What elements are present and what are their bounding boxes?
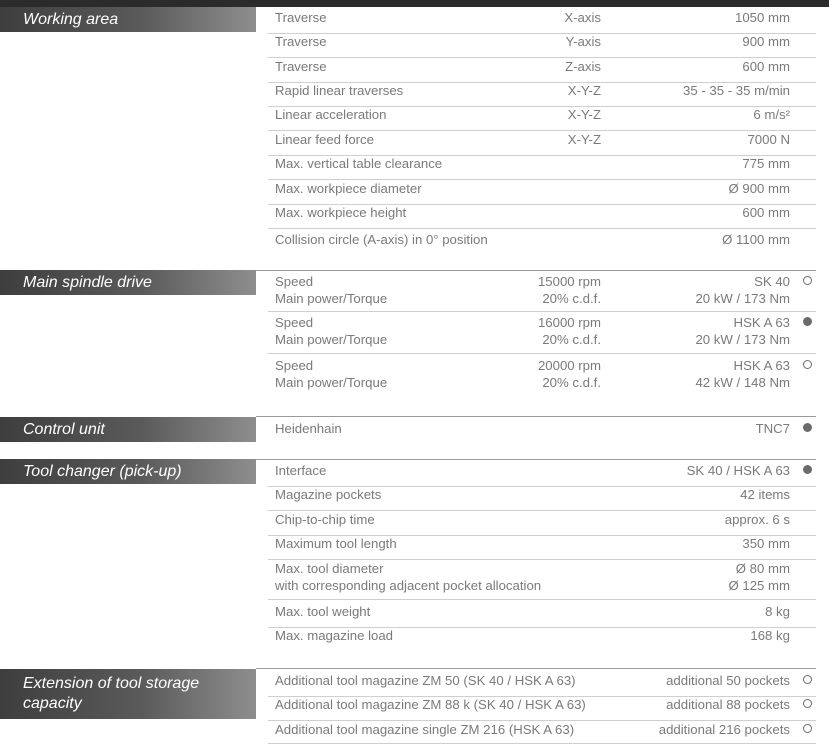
row-value: 1050 mm — [735, 10, 790, 25]
section-title: Working area — [23, 10, 119, 28]
row-value: 168 kg — [750, 628, 790, 643]
table-row — [268, 561, 816, 600]
row-axis: X-Y-Z — [567, 107, 601, 122]
row-label: with corresponding adjacent pocket allocation — [275, 578, 542, 593]
row-label: Main power/Torque — [275, 291, 388, 306]
section-header-working-area — [0, 7, 256, 32]
row-axis: Z-axis — [565, 59, 601, 74]
row-label: Rapid linear traverses — [275, 83, 404, 98]
row-value: 350 mm — [742, 536, 790, 551]
table-row — [268, 132, 816, 156]
row-value: Ø 900 mm — [728, 181, 790, 196]
row-value: 775 mm — [742, 156, 790, 171]
table-row — [268, 59, 816, 83]
row-value: SK 40 — [754, 274, 790, 289]
row-label: Max. workpiece diameter — [275, 181, 422, 196]
row-label: Max. tool weight — [275, 604, 371, 619]
table-row — [268, 274, 816, 312]
row-label: Linear feed force — [275, 132, 374, 147]
row-label: Main power/Torque — [275, 332, 388, 347]
row-label: Max. magazine load — [275, 628, 394, 643]
table-row — [268, 487, 816, 511]
table-row — [268, 10, 816, 34]
row-axis: X-axis — [564, 10, 601, 25]
table-row — [268, 628, 816, 652]
section-title: Tool changer (pick-up) — [23, 462, 182, 480]
row-label: Max. workpiece height — [275, 205, 407, 220]
section-header-control-unit — [0, 417, 256, 442]
section-title-line1: Extension of tool storage — [23, 675, 200, 692]
table-row — [268, 232, 816, 256]
table-row — [268, 673, 816, 697]
row-mid: 16000 rpm — [537, 315, 601, 330]
row-label: Heidenhain — [275, 421, 342, 436]
row-value: Ø 1100 mm — [722, 232, 790, 247]
row-value: 600 mm — [742, 205, 790, 220]
row-value: 42 items — [740, 487, 790, 502]
standard-marker-icon — [803, 423, 812, 432]
table-row — [268, 315, 816, 354]
row-value: HSK A 63 — [733, 315, 790, 330]
top-bar — [0, 0, 829, 7]
row-label: Traverse — [275, 59, 327, 74]
row-mid: 20% c.d.f. — [542, 375, 601, 390]
section-title-line2: capacity — [23, 695, 82, 712]
row-axis: X-Y-Z — [567, 83, 601, 98]
row-value: Ø 80 mm — [735, 561, 790, 576]
row-value: 42 kW / 148 Nm — [695, 375, 790, 390]
row-mid: 20% c.d.f. — [542, 332, 601, 347]
row-value: 20 kW / 173 Nm — [695, 332, 790, 347]
row-value: 35 - 35 - 35 m/min — [682, 83, 790, 98]
optional-marker-icon — [803, 724, 812, 733]
table-row — [268, 604, 816, 628]
row-value: additional 50 pockets — [666, 673, 790, 688]
row-value: HSK A 63 — [733, 358, 790, 373]
row-value: 7000 N — [747, 132, 790, 147]
row-value: 6 m/s² — [753, 107, 790, 122]
table-row — [268, 536, 816, 560]
row-axis: X-Y-Z — [567, 132, 601, 147]
row-value: Ø 125 mm — [728, 578, 790, 593]
row-mid: 15000 rpm — [537, 274, 601, 289]
row-label: Speed — [275, 274, 314, 289]
row-label: Linear acceleration — [275, 107, 387, 122]
row-label: Speed — [275, 315, 314, 330]
row-value: 8 kg — [765, 604, 790, 619]
optional-marker-icon — [803, 699, 812, 708]
row-mid: 20% c.d.f. — [542, 291, 601, 306]
section-divider — [256, 668, 816, 669]
standard-marker-icon — [803, 317, 812, 326]
row-label: Speed — [275, 358, 314, 373]
row-value: SK 40 / HSK A 63 — [686, 463, 790, 478]
table-row — [268, 205, 816, 229]
section-title: Main spindle drive — [23, 273, 152, 291]
row-value: additional 88 pockets — [666, 697, 790, 712]
row-label: Traverse — [275, 34, 327, 49]
row-label: Max. tool diameter — [275, 561, 384, 576]
row-label: Main power/Torque — [275, 375, 388, 390]
table-row — [268, 107, 816, 131]
row-value: TNC7 — [755, 421, 790, 436]
row-label: Chip-to-chip time — [275, 512, 375, 527]
row-value: 600 mm — [742, 59, 790, 74]
row-label: Collision circle (A-axis) in 0° position — [275, 232, 488, 247]
section-header-tool-changer — [0, 459, 256, 484]
table-row — [268, 512, 816, 536]
section-divider — [256, 416, 816, 417]
section-title: Control unit — [23, 420, 105, 438]
row-label: Interface — [275, 463, 327, 478]
row-label: Max. vertical table clearance — [275, 156, 443, 171]
row-axis: Y-axis — [565, 34, 601, 49]
table-row — [268, 156, 816, 180]
section-divider — [256, 459, 816, 460]
section-header-extension — [0, 669, 256, 719]
row-value: 900 mm — [742, 34, 790, 49]
row-value: 20 kW / 173 Nm — [695, 291, 790, 306]
row-label: Additional tool magazine single ZM 216 (HSK A 63) — [275, 722, 575, 737]
section-divider — [256, 270, 816, 271]
table-row — [268, 83, 816, 107]
row-value: approx. 6 s — [724, 512, 790, 527]
row-label: Maximum tool length — [275, 536, 397, 551]
optional-marker-icon — [803, 675, 812, 684]
row-value: additional 216 pockets — [658, 722, 790, 737]
optional-marker-icon — [803, 360, 812, 369]
table-row — [268, 463, 816, 487]
row-label: Magazine pockets — [275, 487, 382, 502]
row-label: Additional tool magazine ZM 50 (SK 40 / HSK A 63) — [275, 673, 576, 688]
row-mid: 20000 rpm — [537, 358, 601, 373]
table-row — [268, 421, 816, 445]
section-title — [23, 674, 199, 714]
row-label: Additional tool magazine ZM 88 k (SK 40 / HSK A 63) — [275, 697, 586, 712]
table-row — [268, 181, 816, 205]
table-row — [268, 722, 816, 744]
table-row — [268, 34, 816, 58]
section-header-main-spindle — [0, 270, 256, 295]
standard-marker-icon — [803, 465, 812, 474]
table-row — [268, 358, 816, 398]
table-row — [268, 697, 816, 721]
row-label: Traverse — [275, 10, 327, 25]
optional-marker-icon — [803, 276, 812, 285]
